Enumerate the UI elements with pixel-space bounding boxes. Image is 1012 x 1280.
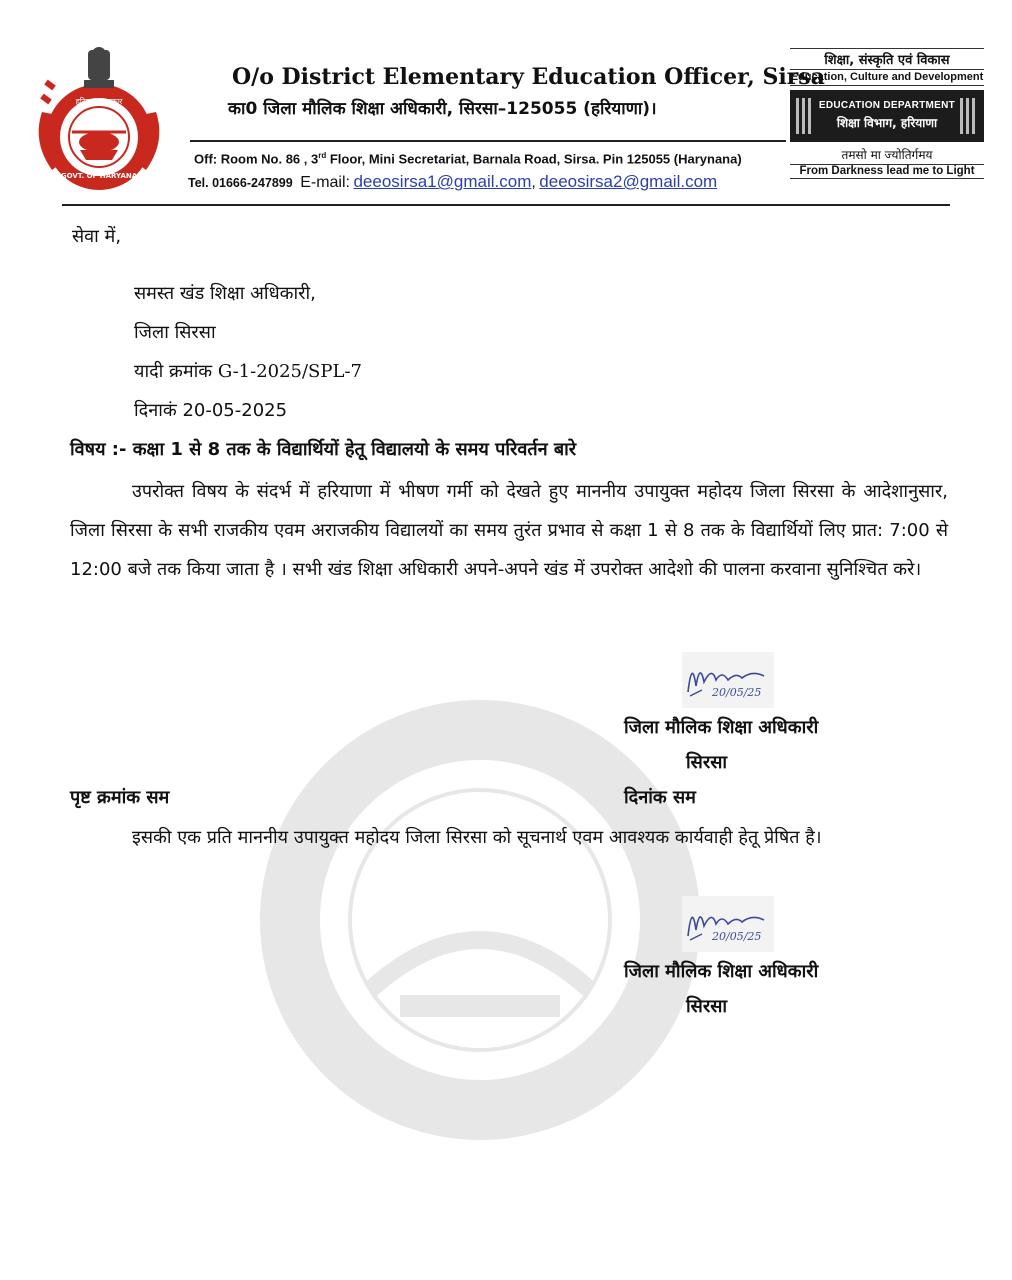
pillars-icon xyxy=(960,98,978,134)
email-link-1[interactable]: deeosirsa1@gmail.com xyxy=(353,172,532,191)
emblem-watermark-icon xyxy=(250,690,710,1150)
pillars-icon xyxy=(796,98,814,134)
haryana-emblem-icon xyxy=(32,42,166,192)
signature-icon xyxy=(682,652,774,708)
signature-icon xyxy=(682,896,774,952)
signatory-title-2: जिला मौलिक शिक्षा अधिकारी xyxy=(624,961,819,982)
endorsement-date: दिनांक सम xyxy=(624,787,696,808)
svg-text:20/05/25: 20/05/25 xyxy=(712,686,762,699)
svg-text:20/05/25: 20/05/25 xyxy=(712,930,762,943)
svg-text:हरियाणा सरकार: हरियाणा सरकार xyxy=(75,97,123,106)
signatory-title: जिला मौलिक शिक्षा अधिकारी xyxy=(624,717,819,738)
header-divider xyxy=(190,140,786,142)
date-line: दिनाकं 20-05-2025 xyxy=(134,400,288,421)
recipient-line-2: जिला सिरसा xyxy=(134,322,216,343)
recipient-line-1: समस्त खंड शिक्षा अधिकारी, xyxy=(134,283,316,304)
endorsement-reference: पृष्ट क्रमांक सम xyxy=(70,787,170,808)
office-address: Off: Room No. 86 , 3rd Floor, Mini Secretariat, Barnala Road, Sirsa. Pin 125055 (Harynana) xyxy=(194,151,742,167)
telephone: Tel. 01666-247899 xyxy=(188,176,293,190)
email-link-2[interactable]: deeosirsa2@gmail.com xyxy=(539,172,718,191)
office-contact: Tel. 01666-247899 E-mail: deeosirsa1@gmail.com, deeosirsa2@gmail.com xyxy=(188,172,718,191)
svg-text:GOVT. OF HARYANA: GOVT. OF HARYANA xyxy=(60,172,138,180)
office-title-hindi: का0 जिला मौलिक शिक्षा अधिकारी, सिरसा–125055 (हरियाणा)। xyxy=(228,99,657,119)
salutation: सेवा में, xyxy=(72,226,122,247)
education-department-logo: शिक्षा, संस्कृति एवं विकास Education, Culture and Development EDUCATION DEPARTMENT शिक्षा विभाग, हरियाणा तमसो मा ज्योतिर्गमय From Darkness lead me to Light xyxy=(790,48,984,179)
email-label: E-mail: xyxy=(300,174,350,191)
subject-line: विषय :- कक्षा 1 से 8 तक के विद्यार्थियों हेतू विद्यालयो के समय परिवर्तन बारे xyxy=(70,439,577,460)
letter-body: उपरोक्त विषय के संदर्भ में हरियाणा में भीषण गर्मी को देखते हुए माननीय उपायुक्त महोदय जिला सिरसा के आदेशानुसार, जिला सिरसा के सभी राजकीय एवम अराजकीय विद्यालयों का समय तुरंत प्रभाव से कक्षा 1 से 8 तक के विद्यार्थियों लिए प्रात: 7:00 से 12:00 बजे तक किया जाता है । सभी खंड शिक्षा अधिकारी अपने-अपने खंड में उपरोक्त आदेशो की पालना करवाना सुनिश्चित करे। xyxy=(70,481,948,580)
signatory-place: सिरसा xyxy=(686,752,728,773)
copy-forward-text: इसकी एक प्रति माननीय उपायुक्त महोदय जिला सिरसा को सूचनार्थ एवम आवश्यक कार्यवाही हेतू प्रेषित है। xyxy=(132,827,822,848)
reference-line: यादी क्रमांक G-1-2025/SPL-7 xyxy=(134,361,362,382)
header-bottom-divider xyxy=(62,204,950,206)
signatory-place-2: सिरसा xyxy=(686,996,728,1017)
department-box: EDUCATION DEPARTMENT शिक्षा विभाग, हरियाणा xyxy=(790,90,984,142)
office-title: O/o District Elementary Education Officer, Sirsa xyxy=(232,64,825,90)
